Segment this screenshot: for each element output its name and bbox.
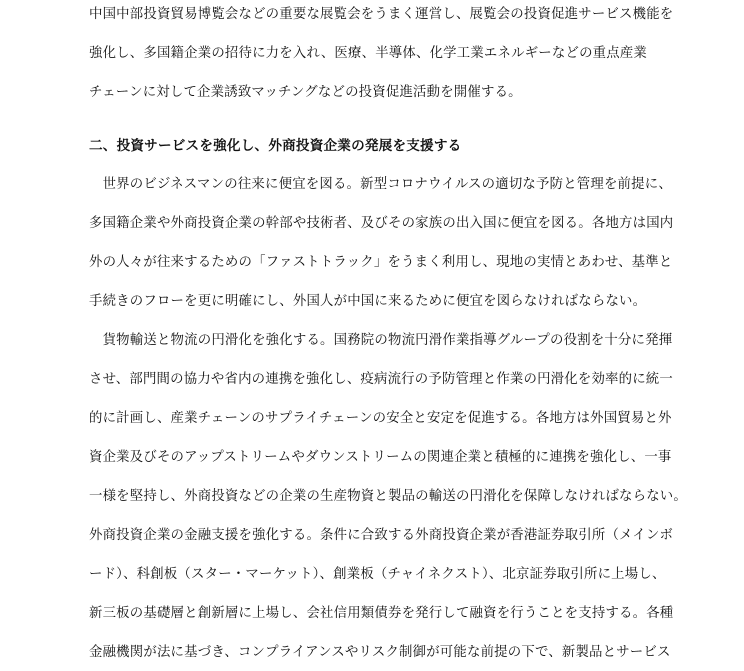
section-heading: 二、投資サービスを強化し、外商投資企業の発展を支援する (89, 138, 462, 154)
body-line-8: 資企業及びそのアップストリームやダウンストリームの関連企業と積極的に連携を強化し、一事 (89, 450, 672, 465)
body-line-7: 的に計画し、産業チェーンのサプライチェーンの安全と安定を促進する。各地方は外国貿易と外 (89, 411, 672, 426)
body-line-10: 外商投資企業の金融支援を強化する。条件に合致する外商投資企業が香港証券取引所（メインボ (89, 528, 674, 543)
body-line-5: 貨物輸送と物流の円滑化を強化する。国務院の物流円滑作業指導グループの役割を十分に発揮 (89, 333, 673, 348)
body-line-9: 一様を堅持し、外商投資などの企業の生産物資と製品の輸送の円滑化を保障しなければならない。 (89, 489, 687, 504)
body-line-12: 新三板の基礎層と創新層に上場し、会社信用類債券を発行して融資を行うことを支持する。各種 (89, 606, 674, 621)
body-line-13: 金融機関が法に基づき、コンプライアンスやリスク制御が可能な前提の下で、新製品とサービス (89, 645, 671, 660)
body-line-2: 多国籍企業や外商投資企業の幹部や技術者、及びその家族の出入国に便宜を図る。各地方は国内 (89, 216, 674, 231)
intro-line-1: 中国中部投資貿易博覧会などの重要な展覧会をうまく運営し、展覧会の投資促進サービス機能を (89, 7, 674, 22)
intro-line-3: チェーンに対して企業誘致マッチングなどの投資促進活動を開催する。 (89, 85, 522, 100)
body-line-4: 手続きのフローを更に明確にし、外国人が中国に来るために便宜を図らなければならない。 (89, 294, 647, 309)
body-line-11: ード）、科創板（スター・マーケット）、創業板（チャイネクスト）、北京証券取引所に上場し、 (89, 567, 666, 582)
body-line-6: させ、部門間の協力や省内の連携を強化し、疫病流行の予防管理と作業の円滑化を効率的に統一 (89, 372, 673, 387)
body-line-1: 世界のビジネスマンの往来に便宜を図る。新型コロナウイルスの適切な予防と管理を前提に、 (89, 177, 672, 192)
body-line-3: 外の人々が往来するための「ファストトラック」をうまく利用し、現地の実情とあわせ、基準と (89, 255, 673, 270)
intro-line-2: 強化し、多国籍企業の招待に力を入れ、医療、半導体、化学工業エネルギーなどの重点産業 (89, 46, 648, 61)
